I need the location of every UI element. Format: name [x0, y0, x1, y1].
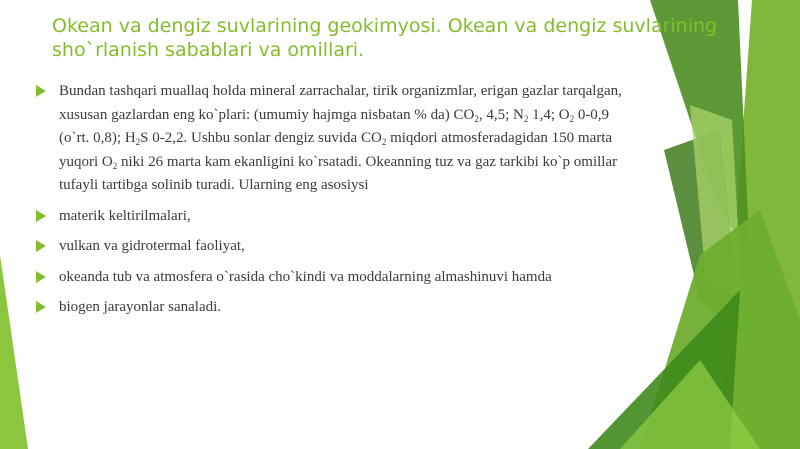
- triangle-right-icon: [36, 240, 46, 252]
- slide-title-line-1: Okean va dengiz suvlarining geokimyosi. Okean va dengiz suvlarining: [52, 15, 718, 37]
- subscript: 2: [135, 137, 141, 147]
- slide-title: [52, 14, 752, 62]
- triangle-right-icon: [36, 210, 46, 222]
- bullet-item: [34, 80, 694, 198]
- bullet-text: biogen jarayonlar sanaladi.: [59, 299, 222, 315]
- text-run: 0-0,9: [574, 106, 610, 123]
- subscript: 2: [474, 113, 479, 124]
- subscript: 2: [523, 113, 529, 124]
- subscript: 2: [112, 160, 118, 171]
- paragraph-line: [59, 127, 694, 151]
- triangle-right-icon: [36, 301, 46, 313]
- text-run: S 0-2,2. Ushbu sonlar dengiz suvida CO: [140, 130, 382, 146]
- triangle-right-icon: [36, 271, 46, 283]
- paragraph-line: Bundan tashqari muallaq holda mineral zarrachalar, tirik organizmlar, erigan gazlar tarqalgan,: [59, 83, 622, 99]
- subscript: 2: [381, 137, 387, 147]
- text-run: xususan gazlardan eng ko`plari: (umumiy hajmga nisbatan % da) CO: [59, 106, 475, 123]
- bullet-text: vulkan va gidrotermal faoliyat,: [59, 238, 245, 254]
- bullet-item: [34, 235, 694, 259]
- text-run: yuqori O: [59, 153, 113, 170]
- triangle-right-icon: [36, 85, 46, 97]
- text-run: , 4,5; N: [478, 106, 524, 123]
- paragraph-line: [59, 151, 694, 175]
- text-run: niki 26 marta kam ekanligini ko`rsatadi. Okeanning tuz va gaz tarkibi ko`p omillar: [117, 153, 618, 170]
- left-edge-accent: [0, 255, 28, 449]
- bullet-item: [34, 266, 694, 290]
- bullet-text: materik keltirilmalari,: [59, 207, 191, 224]
- paragraph-line: [59, 104, 694, 128]
- bullet-item: [34, 296, 694, 320]
- text-run: miqdori atmosferadagidan 150 marta: [386, 130, 613, 146]
- paragraph-line: tufayli tartibga solinib turadi. Ularning eng asosiysi: [59, 177, 369, 193]
- text-run: 1,4; O: [528, 106, 570, 123]
- text-run: (o`rt. 0,8); H: [59, 130, 136, 146]
- slide-title-line-2: sho`rlanish sabablari va omillari.: [52, 39, 365, 61]
- subscript: 2: [569, 113, 575, 124]
- bullet-list: [34, 80, 694, 320]
- bullet-item: [34, 205, 694, 229]
- bullet-text: okeanda tub va atmosfera o`rasida cho`kindi va moddalarning almashinuvi hamda: [59, 268, 552, 285]
